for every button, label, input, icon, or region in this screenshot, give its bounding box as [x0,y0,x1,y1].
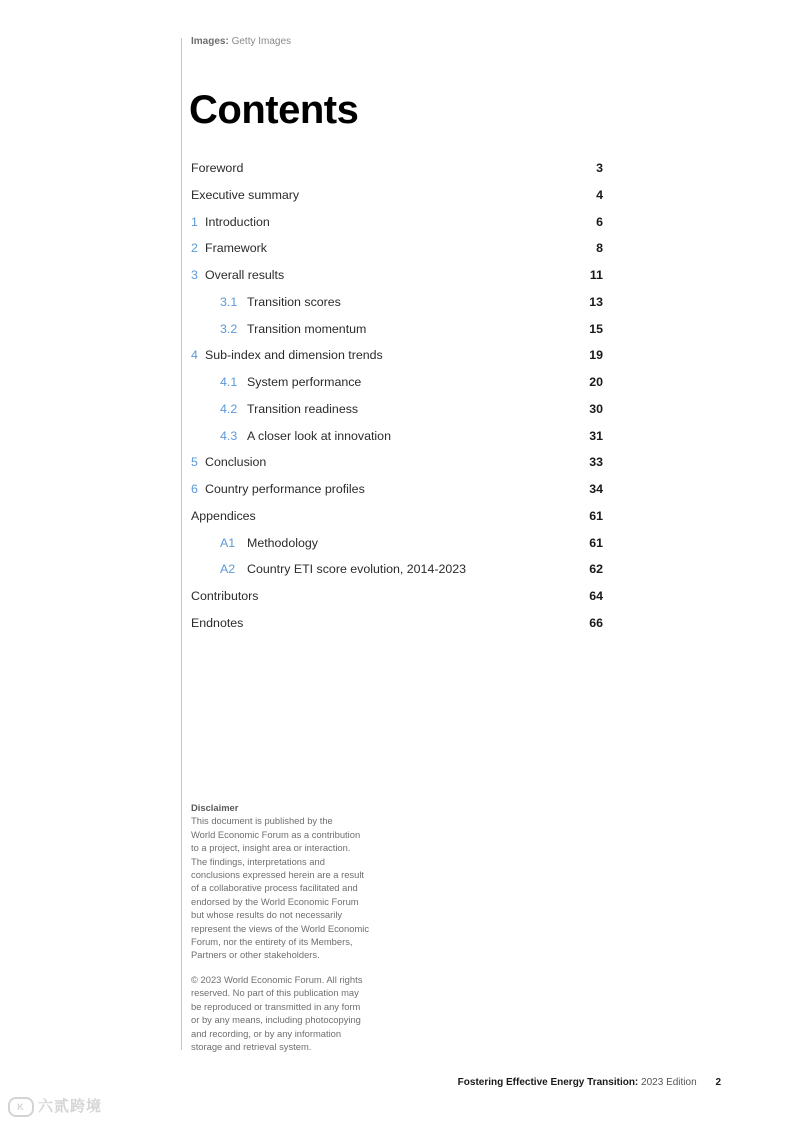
toc-entry-number: 4.2 [220,401,238,416]
watermark-logo-icon: K [8,1097,34,1117]
footer-page-number: 2 [715,1077,721,1088]
toc-entry-number: 1 [191,214,198,229]
toc-entry[interactable] [191,209,603,236]
toc-entry-page: 19 [589,348,603,363]
watermark [8,1095,102,1117]
toc-entry-page: 6 [596,214,603,229]
toc-entry-label: Methodology [247,535,318,550]
toc-entry-page: 3 [596,161,603,175]
toc-entry-number: 4.1 [220,375,238,389]
toc-entry[interactable] [191,610,603,637]
toc-entry-label: Appendices [191,508,256,523]
toc-entry[interactable] [191,449,603,476]
disclaimer-line: reserved. No part of this publication may [191,987,359,999]
toc-entry-page: 11 [589,268,603,282]
toc-entry-label: Sub-index and dimension trends [205,348,383,363]
toc-entry-page: 8 [596,241,603,256]
disclaimer-line: Partners or other stakeholders. [191,949,320,961]
disclaimer-line: of a collaborative process facilitated and [191,882,358,894]
toc-entry-label: Transition readiness [247,401,359,416]
toc-entry-label: Conclusion [205,455,267,470]
toc-entry[interactable] [191,155,603,182]
toc-entry-label: Contributors [191,589,259,603]
toc-entry[interactable] [191,235,603,262]
page-title: Contents [189,88,359,132]
page-footer [458,1077,721,1088]
footer-report-title: Fostering Effective Energy Transition: [457,1077,639,1088]
toc-entry-page: 30 [589,401,603,416]
toc-entry-label: Overall results [205,268,285,282]
image-credit-value: Getty Images [231,36,292,47]
toc-entry-page: 15 [589,321,603,336]
disclaimer-line: Forum, nor the entirety of its Members, [191,936,353,948]
toc-entry-number: 3.2 [220,321,238,336]
toc-entry-label: A closer look at innovation [247,428,391,443]
table-of-contents [191,155,603,637]
disclaimer-line: © 2023 World Economic Forum. All rights [191,973,363,985]
disclaimer-line: This document is published by the [191,815,333,827]
toc-entry[interactable] [191,342,603,369]
copyright-text [191,973,386,1053]
toc-entry-number: 4.3 [220,428,238,443]
toc-entry-label: Country performance profiles [205,482,365,496]
toc-entry-page: 4 [596,187,603,202]
toc-entry-page: 33 [589,455,603,470]
image-credit-label: Images: [191,36,229,47]
toc-entry-page: 64 [589,589,603,603]
disclaimer-text [191,814,386,961]
toc-entry-number: 3 [191,268,198,282]
toc-entry-page: 20 [589,375,603,389]
toc-entry[interactable] [191,369,603,396]
toc-entry-label: Endnotes [191,615,244,630]
disclaimer-line: conclusions expressed herein are a result [191,869,365,881]
toc-entry[interactable] [191,556,603,583]
toc-entry[interactable] [191,583,603,610]
toc-entry-label: Introduction [205,214,270,229]
toc-entry-label: Transition scores [247,294,341,309]
disclaimer-line: represent the views of the World Economic [191,922,370,934]
toc-entry-page: 31 [589,428,603,443]
toc-entry-page: 66 [589,615,603,630]
toc-entry-number: 5 [191,455,198,470]
toc-entry[interactable] [191,423,603,450]
disclaimer-line: endorsed by the World Economic Forum [191,895,359,907]
image-credit [191,36,291,47]
toc-entry[interactable] [191,262,603,289]
watermark-text: 六贰跨境 [38,1098,103,1115]
toc-entry[interactable] [191,503,603,530]
toc-entry-label: Framework [205,241,267,256]
disclaimer-line: or by any means, including photocopying [191,1014,361,1026]
toc-entry[interactable] [191,182,603,209]
disclaimer-line: storage and retrieval system. [191,1040,312,1052]
toc-entry-number: 6 [191,482,198,496]
disclaimer-line: and recording, or by any information [191,1027,342,1039]
toc-entry-label: System performance [247,375,362,389]
disclaimer-line: The findings, interpretations and [191,855,325,867]
toc-entry-label: Country ETI score evolution, 2014-2023 [247,562,467,577]
toc-entry-number: 3.1 [220,294,238,309]
toc-entry-page: 13 [589,294,603,309]
disclaimer-line: to a project, insight area or interaction. [191,842,351,854]
toc-entry[interactable] [191,476,603,503]
toc-entry-number: A1 [220,535,236,550]
toc-entry-number: 2 [191,241,198,256]
toc-entry-label: Foreword [191,161,244,175]
toc-entry[interactable] [191,396,603,423]
disclaimer-line: World Economic Forum as a contribution [191,828,361,840]
disclaimer-block [191,801,386,1053]
toc-entry[interactable] [191,289,603,316]
toc-entry-page: 34 [589,482,603,496]
toc-entry-page: 62 [589,562,603,577]
toc-entry-page: 61 [589,535,603,550]
toc-entry-number: 4 [191,348,198,363]
toc-entry-number: A2 [220,562,236,577]
footer-edition: 2023 Edition [641,1077,697,1088]
toc-entry-page: 61 [589,508,603,523]
toc-entry-label: Transition momentum [247,321,367,336]
toc-entry[interactable] [191,316,603,343]
disclaimer-line: but whose results do not necessarily [191,909,343,921]
disclaimer-line: be reproduced or transmitted in any form [191,1000,361,1012]
margin-rule [181,38,182,1050]
toc-entry-label: Executive summary [191,187,300,202]
toc-entry[interactable] [191,530,603,557]
disclaimer-heading: Disclaimer [191,802,239,813]
